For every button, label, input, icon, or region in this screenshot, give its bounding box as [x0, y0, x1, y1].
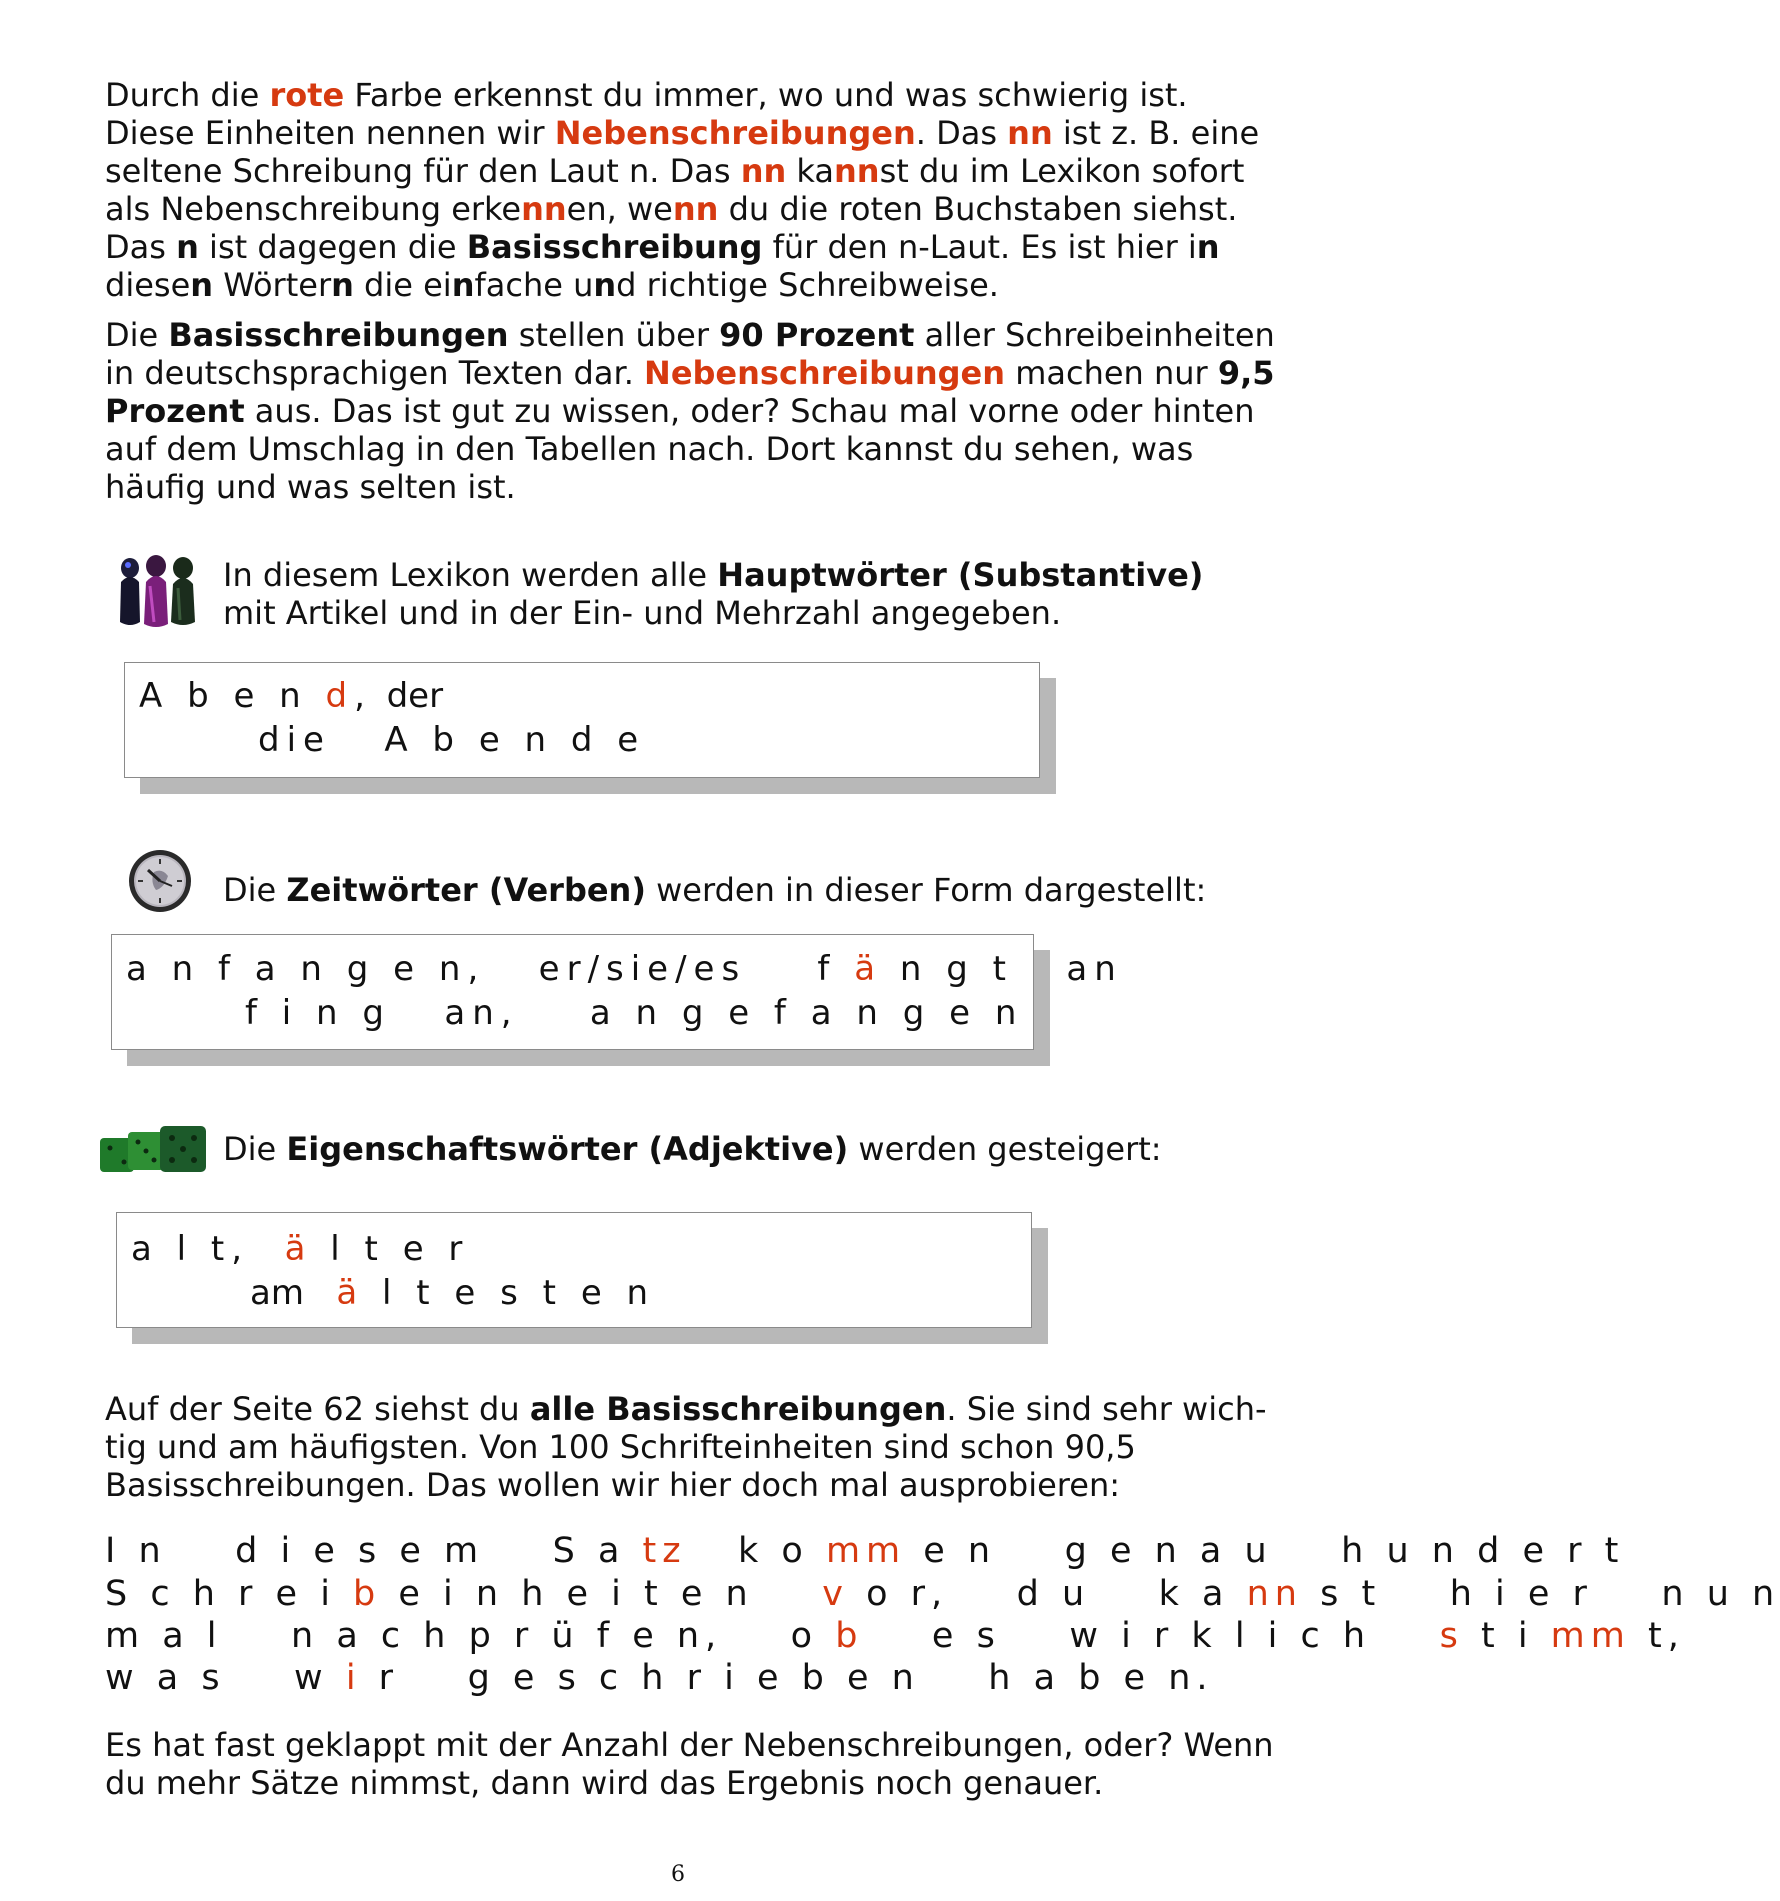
noun-plural: die A b e n d e	[258, 720, 646, 760]
adjective-example-box	[116, 1212, 1032, 1328]
nouns-intro: In diesem Lexikon werden alle Hauptwörter (Substantive) mit Artikel und in der Ein- und Mehrzahl angegeben.	[223, 556, 1204, 632]
basis-paragraph: Auf der Seite 62 siehst du alle Basisschreibungen. Sie sind sehr wich-tig und am häufigsten. Von 100 Schrifteinheiten sind schon 90,5 Basisschreibungen. Das wollen wir hier doch mal ausprobieren:	[105, 1390, 1267, 1504]
sample-line-2: S c h r e i b e i n h e i t e n v o r, d u k a nn s t h i e r n u n	[105, 1574, 1780, 1614]
intro-paragraph: Durch die rote Farbe erkennst du immer, wo und was schwierig ist. Diese Einheiten nennen wir Nebenschreibungen. Das nn ist z. B. eine seltene Schreibung für den Laut n. Das nn kannst du im Lexikon sofort als Nebenschreibung erkennen, wenn du die roten Buchstaben siehst. Das n ist dagegen die Basisschreibung für den n-Laut. Es ist hier in diesen Wörtern die einfache und richtige Schreibweise.	[105, 76, 1260, 304]
closing-paragraph: Es hat fast geklappt mit der Anzahl der Nebenschreibungen, oder? Wenn du mehr Sätze nimmst, dann wird das Ergebnis noch genauer.	[105, 1726, 1274, 1802]
verb-past: f i n g an, a n g e f a n g e n	[245, 993, 1024, 1033]
figures-icon	[112, 552, 204, 628]
sample-line-3: m a l n a c h p r ü f e n, o b e s w i r k l i c h s t i mm t,	[105, 1616, 1685, 1656]
statistics-paragraph: Die Basisschreibungen stellen über 90 Prozent aller Schreibeinheiten in deutschsprachigen Texten dar. Nebenschreibungen machen nur 9,5 Prozent aus. Das ist gut zu wissen, oder? Schau mal vorne oder hinten auf dem Umschlag in den Tabellen nach. Dort kannst du sehen, was häufig und was selten ist.	[105, 316, 1275, 506]
verbs-intro: Die Zeitwörter (Verben) werden in dieser Form dargestellt:	[223, 871, 1207, 909]
sample-line-1: I n d i e s e m S a tz k o mm e n g e n a u h u n d e r t	[105, 1531, 1625, 1571]
dice-icon	[98, 1124, 210, 1176]
sample-line-4: w a s w i r g e s c h r i e b e n h a b e n.	[105, 1658, 1214, 1698]
clock-icon	[124, 848, 196, 914]
adjectives-intro: Die Eigenschaftswörter (Adjektive) werden gesteigert:	[223, 1130, 1162, 1168]
adjective-comparative: a l t, ä l t e r	[131, 1229, 470, 1269]
verb-example-box	[111, 934, 1123, 1050]
noun-example-box	[124, 662, 1040, 778]
adjective-superlative: am ä l t e s t e n	[250, 1273, 656, 1313]
noun-singular: A b e n d, der	[139, 676, 444, 716]
page-number: 6	[671, 1862, 685, 1887]
verb-present: a n f a n g e n, er/sie/es f ä n g t an	[126, 949, 1123, 989]
